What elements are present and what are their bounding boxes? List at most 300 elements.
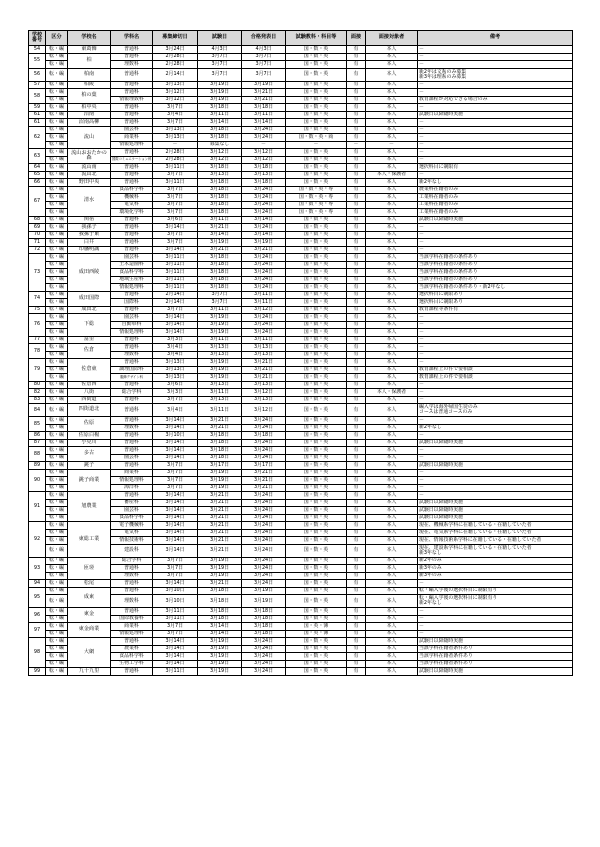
school-name: 柏中央 [68, 104, 111, 112]
interviewee: 本人 [366, 276, 418, 284]
deadline: 3月14日 [153, 447, 198, 455]
table-row [29, 522, 573, 530]
school-name: 東金 [68, 608, 111, 623]
interview: 有 [347, 344, 366, 352]
interview: 有 [347, 507, 366, 515]
remarks: 試験日以降随時実施 [418, 514, 573, 522]
department: 園芸科 [111, 254, 153, 262]
category: 転・編 [46, 53, 68, 61]
interview: 有 [347, 246, 366, 254]
school-name: 柏 [68, 53, 111, 68]
interviewee: 本人 [366, 179, 418, 187]
exam-date: 3月18日 [198, 447, 242, 455]
interview: 有 [347, 329, 366, 337]
category: 転・編 [46, 447, 68, 455]
department: 普通科 [111, 231, 153, 239]
table-row [29, 329, 573, 337]
deadline: 3月14日 [153, 544, 198, 557]
interviewee: 本人 [366, 514, 418, 522]
remarks: － [418, 53, 573, 61]
result-date: 3月11日 [242, 111, 286, 119]
department: 調理国際科 [111, 366, 153, 374]
deadline: 3月14日 [153, 514, 198, 522]
result-date: 3月21日 [242, 96, 286, 104]
department: 商業科 [111, 623, 153, 631]
table-row [29, 291, 573, 299]
result-date: 3月24日 [242, 544, 286, 557]
school-name: 銚子商業 [68, 469, 111, 492]
deadline: 3月14日 [153, 314, 198, 322]
department: 普通科 [111, 668, 153, 676]
subjects: 国・数・英 [286, 565, 347, 573]
header-deadline: 募集締切日 [153, 31, 198, 46]
result-date: 3月11日 [242, 299, 286, 307]
category: 転・編 [46, 141, 68, 149]
interview: 有 [347, 432, 366, 440]
subjects: 国・数・英 [286, 572, 347, 580]
deadline: 3月13日 [153, 81, 198, 89]
category: 転・編 [46, 374, 68, 382]
category: 転・編 [46, 104, 68, 112]
school-name: 沼南高柳 [68, 119, 111, 127]
result-date: 3月24日 [242, 522, 286, 530]
department: 商業科 [111, 134, 153, 142]
interviewee: 本人 [366, 529, 418, 537]
deadline: 3月11日 [153, 615, 198, 623]
interviewee: 本人 [366, 239, 418, 247]
department: 園芸科 [111, 507, 153, 515]
result-date: 3月19日 [242, 595, 286, 608]
department: 情報技術科 [111, 537, 153, 545]
school-name: 柏南 [68, 68, 111, 81]
school-name: 佐倉東 [68, 359, 111, 382]
interviewee: 本人 [366, 134, 418, 142]
interviewee: 本人 [366, 580, 418, 588]
exam-date: 3月18日 [198, 439, 242, 447]
remarks: 試験日以降随時実施 [418, 216, 573, 224]
department: 情報処理科 [111, 630, 153, 638]
exam-date: 3月14日 [198, 119, 242, 127]
category: 転・編 [46, 499, 68, 507]
category: 転・編 [46, 630, 68, 638]
exam-date: 3月19日 [198, 668, 242, 676]
deadline: 3月14日 [153, 522, 198, 530]
interview: 有 [347, 623, 366, 631]
exam-date: 3月21日 [198, 417, 242, 425]
table-row [29, 89, 573, 97]
school-no: 72 [29, 246, 46, 254]
remarks: 新2年のみ [418, 557, 573, 565]
subjects: 国・数・英 [286, 529, 347, 537]
category: 転・編 [46, 321, 68, 329]
exam-date: 3月12日 [198, 156, 242, 164]
result-date: 3月12日 [242, 149, 286, 157]
interview: 有 [347, 254, 366, 262]
remarks: 教育課程等条件有 [418, 306, 573, 314]
interview: 有 [347, 544, 366, 557]
department: 普通科 [111, 179, 153, 187]
department: 普通科 [111, 492, 153, 500]
interviewee: 本人 [366, 336, 418, 344]
school-no: 70 [29, 231, 46, 239]
deadline: 3月11日 [153, 284, 198, 292]
deadline: 3月3日 [153, 389, 198, 397]
table-row [29, 374, 573, 382]
table-row [29, 366, 573, 374]
result-date: 3月18日 [242, 623, 286, 631]
table-row [29, 321, 573, 329]
interviewee: 本人 [366, 261, 418, 269]
category: 転・編 [46, 216, 68, 224]
department: 普通科 [111, 565, 153, 573]
subjects: 国・数・英 [286, 462, 347, 470]
exam-date: 3月18日 [198, 134, 242, 142]
subjects: 国・数・英 [286, 499, 347, 507]
remarks: 編入学は海外帰国生徒のみ コースは普通コースのみ [418, 404, 573, 417]
interviewee: 本人・保護者 [366, 171, 418, 179]
school-name: 四街道 [68, 396, 111, 404]
deadline: 3月14日 [153, 499, 198, 507]
result-date: 3月24日 [242, 660, 286, 668]
interviewee: 本人 [366, 119, 418, 127]
deadline: 3月13日 [153, 134, 198, 142]
remarks: － [418, 81, 573, 89]
interview: 有 [347, 404, 366, 417]
subjects: 国・数・英 [286, 653, 347, 661]
subjects: 国・数・英 [286, 321, 347, 329]
school-no: 77 [29, 336, 46, 344]
exam-date: 3月18日 [198, 209, 242, 217]
table-row [29, 126, 573, 134]
department: 国際コミュニケーション科 [111, 156, 153, 164]
interviewee: 本人 [366, 565, 418, 573]
table-row [29, 186, 573, 194]
department: 食品科学科 [111, 269, 153, 277]
table-row [29, 104, 573, 112]
deadline: 3月4日 [153, 111, 198, 119]
interviewee: 本人 [366, 156, 418, 164]
result-date: 3月24日 [242, 645, 286, 653]
school-name: 成田北 [68, 306, 111, 314]
subjects: 国・数・英 [286, 477, 347, 485]
result-date: 3月24日 [242, 557, 286, 565]
interviewee: 本人 [366, 439, 418, 447]
category: 転・編 [46, 68, 68, 81]
department: 理数科 [111, 424, 153, 432]
deadline: 3月13日 [153, 359, 198, 367]
school-no: 67 [29, 186, 46, 216]
result-date: 3月7日 [242, 68, 286, 81]
interview: 有 [347, 61, 366, 69]
department: 畜産科 [111, 499, 153, 507]
deadline: 3月7日 [153, 630, 198, 638]
interviewee: 本人 [366, 537, 418, 545]
interview: 有 [347, 81, 366, 89]
school-no: 82 [29, 389, 46, 397]
school-no: 68 [29, 216, 46, 224]
category: 転・編 [46, 186, 68, 194]
remarks: － [418, 321, 573, 329]
remarks: － [418, 89, 573, 97]
exam-date: 3月7日 [198, 291, 242, 299]
deadline: 3月7日 [153, 396, 198, 404]
school-no: 71 [29, 239, 46, 247]
interview: 有 [347, 492, 366, 500]
header-school-name: 学校名 [68, 31, 111, 46]
department: 理数科 [111, 595, 153, 608]
result-date: 3月18日 [242, 630, 286, 638]
deadline: 3月14日 [153, 638, 198, 646]
deadline: 3月11日 [153, 164, 198, 172]
result-date: 3月24日 [242, 134, 286, 142]
interview: 有 [347, 186, 366, 194]
school-no: 97 [29, 623, 46, 638]
exam-date: 3月21日 [198, 492, 242, 500]
exam-date: 3月13日 [198, 344, 242, 352]
category: 転・編 [46, 645, 68, 653]
interview: 有 [347, 171, 366, 179]
school-no: 86 [29, 432, 46, 440]
remarks: 当該学科在籍者の条件あり [418, 254, 573, 262]
interviewee: 本人 [366, 111, 418, 119]
school-name: 匝瑳 [68, 557, 111, 580]
interview: 有 [347, 164, 366, 172]
exam-date: 3月19日 [198, 314, 242, 322]
remarks: 選択科目に制限あり [418, 299, 573, 307]
table-row [29, 171, 573, 179]
interview: 有 [347, 111, 366, 119]
exam-date: 3月18日 [198, 194, 242, 202]
school-no: 99 [29, 668, 46, 676]
category: 転・編 [46, 276, 68, 284]
department: 普通科 [111, 46, 153, 54]
remarks: 現在、機械系学科に在籍している・在籍していた者 [418, 522, 573, 530]
result-date: 3月7日 [242, 61, 286, 69]
subjects: 国・数・英 [286, 389, 347, 397]
deadline: 3月14日 [153, 529, 198, 537]
category: 転・編 [46, 565, 68, 573]
table-row [29, 344, 573, 352]
exam-date: 3月21日 [198, 424, 242, 432]
table-row [29, 306, 573, 314]
department: 普通科 [111, 396, 153, 404]
department: 食品科学科 [111, 653, 153, 661]
school-no: 73 [29, 254, 46, 292]
table-row [29, 432, 573, 440]
exam-date: 3月13日 [198, 351, 242, 359]
interviewee: 本人 [366, 608, 418, 616]
category: 転・編 [46, 417, 68, 425]
result-date: 3月13日 [242, 344, 286, 352]
result-date: 3月24日 [242, 194, 286, 202]
remarks: － [418, 454, 573, 462]
result-date: 3月24日 [242, 507, 286, 515]
school-no: 92 [29, 522, 46, 558]
interviewee: 本人 [366, 477, 418, 485]
subjects: 国・数・英 [286, 587, 347, 595]
exam-date: 3月19日 [198, 557, 242, 565]
subjects: 国・数・英 [286, 61, 347, 69]
interviewee: 本人 [366, 499, 418, 507]
deadline: 3月11日 [153, 668, 198, 676]
interviewee: 本人 [366, 623, 418, 631]
subjects: 国・数・英 [286, 104, 347, 112]
result-date: 3月24日 [242, 580, 286, 588]
deadline: 3月4日 [153, 351, 198, 359]
interviewee: － [366, 141, 418, 149]
header-exam-date: 試験日 [198, 31, 242, 46]
table-row [29, 359, 573, 367]
table-row [29, 68, 573, 81]
table-row [29, 572, 573, 580]
result-date: 3月24日 [242, 126, 286, 134]
school-name: 佐倉西 [68, 381, 111, 389]
table-row [29, 201, 573, 209]
school-no: 93 [29, 557, 46, 580]
deadline: 3月24日 [153, 46, 198, 54]
exam-date: 3月19日 [198, 81, 242, 89]
interviewee: 本人 [366, 224, 418, 232]
interview: 有 [347, 179, 366, 187]
table-row [29, 537, 573, 545]
interviewee: 本人 [366, 314, 418, 322]
interview: － [347, 141, 366, 149]
remarks: 選択科目に制限あり [418, 291, 573, 299]
result-date: 3月11日 [242, 291, 286, 299]
subjects: 国・数・英・商 [286, 134, 347, 142]
deadline: 3月14日 [153, 645, 198, 653]
remarks: 試験日以降随時実施 [418, 439, 573, 447]
department: 普通科 [111, 432, 153, 440]
school-name: 印旛明誠 [68, 246, 111, 254]
table-row [29, 469, 573, 477]
exam-date: 3月19日 [198, 96, 242, 104]
interviewee: 本人 [366, 645, 418, 653]
exam-date: 3月19日 [198, 89, 242, 97]
category: 転・編 [46, 194, 68, 202]
interview: 有 [347, 53, 366, 61]
school-no: 91 [29, 492, 46, 522]
school-name: 九十九里 [68, 668, 111, 676]
interviewee: 本人 [366, 668, 418, 676]
remarks: － [418, 432, 573, 440]
interview: 有 [347, 580, 366, 588]
header-category: 区分 [46, 31, 68, 46]
deadline: 2月28日 [153, 156, 198, 164]
school-name: 佐倉 [68, 344, 111, 359]
interviewee: 本人 [366, 351, 418, 359]
result-date: 3月12日 [242, 306, 286, 314]
result-date: 3月24日 [242, 321, 286, 329]
category: 転・編 [46, 477, 68, 485]
department: 理数科 [111, 61, 153, 69]
subjects: 国・数・英 [286, 638, 347, 646]
exam-date: 3月18日 [198, 201, 242, 209]
category: 転・編 [46, 306, 68, 314]
interviewee: 本人 [366, 522, 418, 530]
category: 転・編 [46, 254, 68, 262]
school-name: 流山南 [68, 164, 111, 172]
table-row [29, 179, 573, 187]
school-no: 69 [29, 224, 46, 232]
category: 転・編 [46, 572, 68, 580]
department: 普通科 [111, 447, 153, 455]
department: 情報処理科 [111, 284, 153, 292]
subjects: 国・数・英 [286, 111, 347, 119]
interviewee: 本人 [366, 630, 418, 638]
exam-date: 3月19日 [198, 565, 242, 573]
exam-date: 3月18日 [198, 284, 242, 292]
deadline: 3月14日 [153, 321, 198, 329]
exam-date: 3月18日 [198, 595, 242, 608]
school-name: 白井 [68, 239, 111, 247]
category: 転・編 [46, 396, 68, 404]
school-no: 59 [29, 104, 46, 112]
category: 転・編 [46, 638, 68, 646]
department: 電子機械科 [111, 522, 153, 530]
subjects: 国・数・英 [286, 544, 347, 557]
deadline: 3月12日 [153, 96, 198, 104]
deadline: 3月11日 [153, 261, 198, 269]
department: 普通科 [111, 239, 153, 247]
interviewee: 本人 [366, 557, 418, 565]
result-date: 3月24日 [242, 417, 286, 425]
department: 普通科 [111, 417, 153, 425]
result-date: 3月24日 [242, 537, 286, 545]
school-name: 柏陵 [68, 81, 111, 89]
interview: 有 [347, 119, 366, 127]
category: 転・編 [46, 522, 68, 530]
remarks: 工業科在籍者のみ [418, 194, 573, 202]
remarks: 試験日以降随時実施 [418, 462, 573, 470]
subjects: 国・数・英 [286, 381, 347, 389]
result-date: 3月24日 [242, 269, 286, 277]
category: 転・編 [46, 507, 68, 515]
interview: 有 [347, 336, 366, 344]
department: 園芸科 [111, 126, 153, 134]
exam-date: 3月11日 [198, 111, 242, 119]
interview: 有 [347, 514, 366, 522]
interview: 有 [347, 469, 366, 477]
department: 普通科 [111, 246, 153, 254]
interview: 有 [347, 96, 366, 104]
result-date: 3月12日 [242, 389, 286, 397]
school-no: 74 [29, 291, 46, 306]
interviewee: 本人 [366, 254, 418, 262]
exam-date: 3月18日 [198, 432, 242, 440]
interview: 有 [347, 104, 366, 112]
header-department: 学科名 [111, 31, 153, 46]
department: 地域生産科 [111, 276, 153, 284]
subjects: 国・数・英 [286, 224, 347, 232]
subjects: 国・数・英 [286, 417, 347, 425]
category: 転・編 [46, 291, 68, 299]
exam-date: 3月18日 [198, 104, 242, 112]
table-header [29, 31, 573, 46]
school-name: 富里 [68, 336, 111, 344]
exam-date: 3月19日 [198, 374, 242, 382]
subjects: 国・数・英 [286, 299, 347, 307]
interviewee: 本人 [366, 216, 418, 224]
interviewee: 本人 [366, 544, 418, 557]
category: 転・編 [46, 537, 68, 545]
deadline: 3月13日 [153, 374, 198, 382]
table-row [29, 216, 573, 224]
deadline: 3月10日 [153, 595, 198, 608]
result-date: 3月24日 [242, 447, 286, 455]
school-no: 62 [29, 126, 46, 149]
school-name: 多古 [68, 447, 111, 462]
